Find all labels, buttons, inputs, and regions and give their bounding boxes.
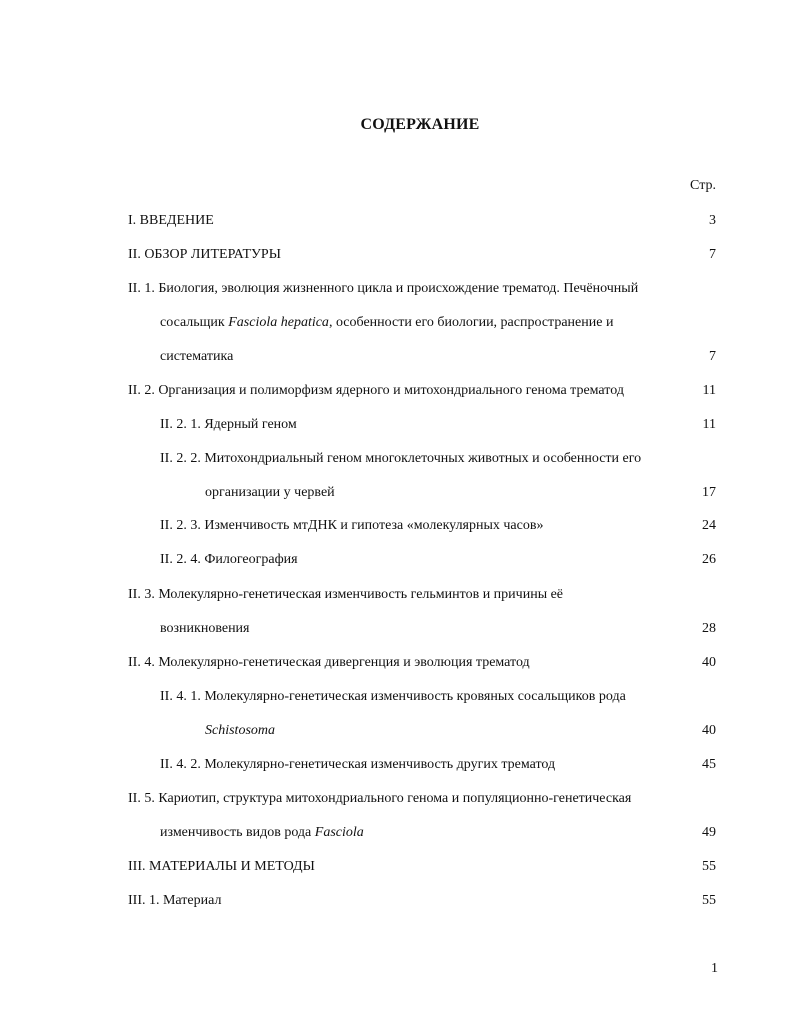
page-number: 1 [711, 961, 718, 976]
toc-entry-text: II. 4. 2. Молекулярно-генетическая изменчивость других трематод [160, 757, 556, 772]
toc-entry-text: II. 5. Кариотип, структура митохондриального генома и популяционно-генетическая [128, 791, 632, 806]
toc-entry-text: организации у червей [205, 485, 335, 500]
toc-entry-text-part: изменчивость видов рода [160, 825, 315, 840]
toc-entry-text: II. 2. 1. Ядерный геном [160, 417, 297, 432]
toc-entry-page: 40 [702, 655, 716, 670]
toc-entry-line[interactable] [0, 687, 791, 707]
toc-entry[interactable] [0, 653, 791, 673]
toc-entry-line[interactable] [0, 789, 791, 809]
toc-entry-page: 49 [702, 825, 716, 840]
toc-entry-page: 17 [702, 485, 716, 500]
toc-entry-page: 55 [702, 859, 716, 874]
toc-entry-page: 11 [702, 417, 716, 432]
toc-entry-line[interactable] [0, 483, 791, 503]
toc-entry[interactable] [0, 415, 791, 435]
toc-entry-page: 45 [702, 757, 716, 772]
toc-entry-text [160, 823, 364, 843]
toc-entry-text: II. 4. 1. Молекулярно-генетическая изменчивость кровяных сосальщиков рода [160, 689, 626, 704]
toc-entry-genus: Schistosoma [205, 723, 275, 738]
toc-entry-line[interactable] [0, 449, 791, 469]
toc-entry[interactable] [0, 891, 791, 911]
toc-entry-text: II. ОБЗОР ЛИТЕРАТУРЫ [128, 247, 281, 262]
toc-entry-text: возникновения [160, 621, 250, 636]
toc-entry-line[interactable] [0, 313, 791, 333]
toc-entry-line[interactable] [0, 347, 791, 367]
toc-entry-page: 7 [709, 247, 716, 262]
toc-entry-text: I. ВВЕДЕНИЕ [128, 213, 214, 228]
toc-entry[interactable] [0, 516, 791, 536]
toc-entry-line[interactable] [0, 823, 791, 843]
toc-entry-line[interactable] [0, 721, 791, 741]
toc-entry-text: II. 2. 3. Изменчивость мтДНК и гипотеза «молекулярных часов» [160, 518, 544, 533]
toc-entry-genus: Fasciola [314, 825, 364, 840]
page-column-label: Стр. [690, 178, 716, 193]
toc-entry[interactable] [0, 550, 791, 570]
toc-entry-line[interactable] [0, 619, 791, 639]
toc-entry-text: II. 3. Молекулярно-генетическая изменчивость гельминтов и причины её [128, 587, 564, 602]
toc-entry-page: 28 [702, 621, 716, 636]
toc-entry-line[interactable] [0, 279, 791, 299]
toc-entry-page: 26 [702, 552, 716, 567]
toc-entry[interactable] [0, 211, 791, 231]
toc-entry-page: 7 [709, 349, 716, 364]
toc-entry-species: Fasciola hepatica [228, 315, 329, 330]
toc-entry-text: II. 4. Молекулярно-генетическая дивергенция и эволюция трематод [128, 655, 530, 670]
toc-entry-line[interactable] [0, 585, 791, 605]
toc-entry-text-part: сосальщик [160, 315, 229, 330]
toc-entry-text: III. 1. Материал [128, 893, 222, 908]
toc-entry[interactable] [0, 381, 791, 401]
toc-entry[interactable] [0, 857, 791, 877]
toc-entry-text-part: , особенности его биологии, распространение и [328, 315, 614, 330]
toc-entry-text: III. МАТЕРИАЛЫ И МЕТОДЫ [128, 859, 315, 874]
toc-entry-text: систематика [160, 349, 234, 364]
toc-entry-text: II. 1. Биология, эволюция жизненного цикла и происхождение трематод. Печёночный [128, 281, 639, 296]
toc-entry-text: II. 2. 4. Филогеография [160, 552, 298, 567]
toc-entry-text [160, 313, 613, 333]
toc-entry-page: 11 [702, 383, 716, 398]
toc-entry[interactable] [0, 755, 791, 775]
toc-entry-text: II. 2. 2. Митохондриальный геном многоклеточных животных и особенности его [160, 451, 642, 466]
toc-entry-text: II. 2. Организация и полиморфизм ядерного и митохондриального генома трематод [128, 383, 624, 398]
toc-entry[interactable] [0, 245, 791, 265]
toc-entry-page: 40 [702, 723, 716, 738]
toc-entry-text [205, 721, 275, 741]
toc-entry-page: 3 [709, 213, 716, 228]
toc-entry-page: 24 [702, 518, 716, 533]
toc-entry-page: 55 [702, 893, 716, 908]
page-title: СОДЕРЖАНИЕ [360, 116, 480, 133]
